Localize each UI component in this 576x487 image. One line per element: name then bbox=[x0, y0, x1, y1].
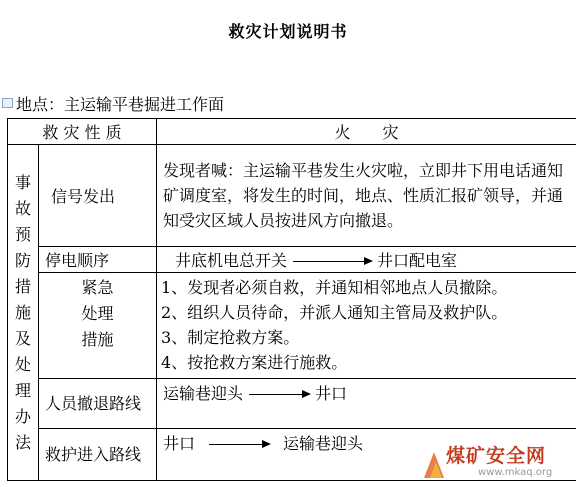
power-sequence bbox=[157, 247, 576, 273]
rescue-label: 救护进入路线 bbox=[39, 429, 157, 481]
rescue-to: 运输巷迎头 bbox=[283, 434, 364, 453]
evac-route bbox=[157, 379, 576, 429]
side-label bbox=[8, 145, 39, 481]
side-label-char: 理 bbox=[14, 380, 31, 400]
evac-label: 人员撤退路线 bbox=[39, 379, 157, 429]
document-title: 救灾计划说明书 bbox=[228, 22, 348, 41]
emergency-row bbox=[8, 273, 576, 379]
watermark-url: www.mkaq.org bbox=[478, 467, 553, 478]
emergency-item: 2、组织人员待命，并派人通知主管局及救护队。 bbox=[161, 303, 508, 322]
evac-to: 井口 bbox=[315, 384, 348, 403]
emergency-label-line: 处理 bbox=[81, 304, 114, 323]
side-label-char: 法 bbox=[14, 432, 31, 452]
small-image-icon bbox=[2, 98, 13, 108]
side-label-char: 办 bbox=[14, 406, 31, 426]
signal-row bbox=[8, 145, 576, 247]
power-to: 井口配电室 bbox=[377, 251, 458, 270]
side-label-char: 及 bbox=[14, 328, 31, 348]
rescue-from: 井口 bbox=[163, 434, 196, 453]
side-label-char: 事 bbox=[14, 172, 31, 192]
emergency-item: 4、按抢救方案进行施救。 bbox=[161, 353, 348, 372]
header-row bbox=[8, 119, 576, 145]
arrow-icon bbox=[293, 261, 371, 262]
emergency-label-line: 措施 bbox=[81, 330, 114, 349]
evac-row bbox=[8, 379, 576, 429]
evac-from: 运输巷迎头 bbox=[163, 384, 244, 403]
emergency-items bbox=[157, 273, 576, 379]
power-from: 井底机电总开关 bbox=[175, 251, 288, 270]
signal-text: 发现者喊：主运输平巷发生火灾啦，立即井下用电话通知矿调度室，将发生的时间，地点、性质汇报矿领导，并通知受灾区域人员按进风方向撤退。 bbox=[157, 145, 576, 247]
signal-label: 信号发出 bbox=[39, 145, 157, 247]
nature-value: 火 灾 bbox=[157, 119, 576, 145]
arrow-icon bbox=[249, 394, 309, 395]
power-row bbox=[8, 247, 576, 273]
emergency-label-line: 紧急 bbox=[81, 278, 114, 297]
side-label-char: 防 bbox=[14, 250, 31, 270]
watermark-name: 煤矿安全网 bbox=[446, 445, 547, 467]
side-label-char: 故 bbox=[14, 198, 31, 218]
emergency-item: 1、发现者必须自救，并通知相邻地点人员撤除。 bbox=[161, 278, 508, 297]
side-label-char: 施 bbox=[14, 302, 31, 322]
arrow-icon bbox=[209, 444, 269, 445]
nature-label: 救 灾 性 质 bbox=[8, 119, 157, 145]
side-label-char: 预 bbox=[14, 224, 31, 244]
rescue-plan-table bbox=[7, 118, 576, 481]
location-line: 地点：主运输平巷掘进工作面 bbox=[16, 95, 225, 114]
side-label-char: 措 bbox=[14, 276, 31, 296]
power-label: 停电顺序 bbox=[39, 247, 157, 273]
emergency-item: 3、制定抢救方案。 bbox=[161, 328, 300, 347]
side-label-char: 处 bbox=[14, 354, 31, 374]
emergency-label bbox=[39, 273, 157, 379]
